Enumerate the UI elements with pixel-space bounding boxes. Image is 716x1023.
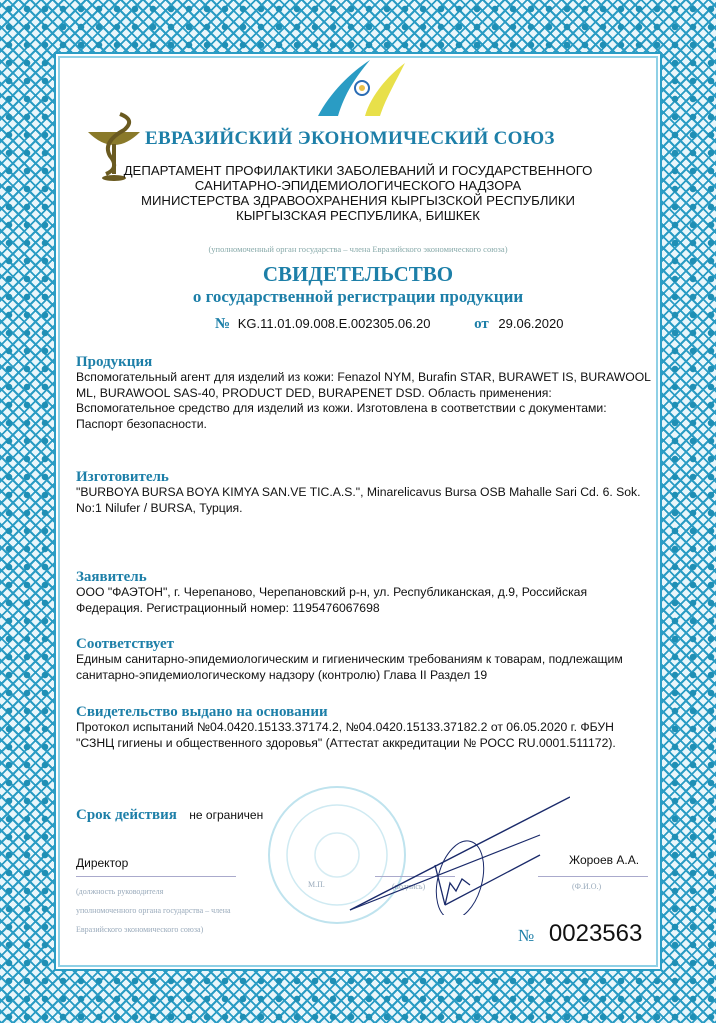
- date-label: от: [474, 316, 489, 332]
- number-sign: №: [215, 316, 231, 332]
- form-number-value: 0023563: [548, 920, 643, 947]
- caption-line: (должность руководителя: [76, 887, 164, 896]
- signature-caption: (подпись): [392, 882, 426, 891]
- signer-position: Директор: [76, 856, 129, 870]
- validity-label: Срок действия: [76, 807, 177, 823]
- caption-line: уполномоченного органа государства – члена: [76, 906, 231, 915]
- position-caption: [76, 882, 231, 939]
- section-text: Протокол испытаний №04.0420.15133.37174.2, №04.0420.15133.37182.2 от 06.05.2020 г. ФБУН "СЗНЦ гигиены и общественного здоровья" (Аттестат аккредитации № РОСС RU.0001.511172).: [76, 720, 616, 750]
- stamp-caption: М.П.: [308, 880, 325, 889]
- section-label: Продукция: [76, 354, 153, 370]
- section-label: Заявитель: [76, 569, 147, 585]
- section-label: Свидетельство выдано на основании: [76, 704, 328, 720]
- section-manufacturer: [76, 470, 654, 516]
- authority-caption: (уполномоченный орган государства – члена Евразийского экономического союза): [208, 244, 508, 254]
- certificate-title: СВИДЕТЕЛЬСТВО: [262, 262, 454, 286]
- section-basis: [76, 705, 654, 751]
- validity-row: [76, 806, 263, 824]
- section-label: Соответствует: [76, 636, 174, 652]
- department-line: ДЕПАРТАМЕНТ ПРОФИЛАКТИКИ ЗАБОЛЕВАНИЙ И ГОСУДАРСТВЕННОГО: [123, 163, 593, 178]
- section-label: Изготовитель: [76, 469, 169, 485]
- section-text: ООО "ФАЭТОН", г. Черепаново, Черепановский р-н, ул. Республиканская, д.9, Российская Федерация. Регистрационный номер: 1195476067698: [76, 585, 588, 615]
- registration-line: [215, 316, 563, 333]
- section-applicant: [76, 570, 654, 616]
- caption-line: Евразийского экономического союза): [76, 925, 204, 934]
- section-conforms: [76, 637, 654, 683]
- department-name: [110, 163, 606, 223]
- department-line: САНИТАРНО-ЭПИДЕМИОЛОГИЧЕСКОГО НАДЗОРА: [194, 178, 522, 193]
- union-title: ЕВРАЗИЙСКИЙ ЭКОНОМИЧЕСКИЙ СОЮЗ: [145, 128, 555, 149]
- section-text: "BURBOYA BURSA BOYA KIMYA SAN.VE TIC.A.S.", Minarelicavus Bursa OSB Mahalle Sari Cd. 6. Sok. No:1 Nilufer / BURSA, Турция.: [76, 485, 641, 515]
- name-caption: (Ф.И.О.): [572, 882, 602, 891]
- section-product: [76, 355, 654, 432]
- section-text: Вспомогательный агент для изделий из кожи: Fenazol NYM, Burafin STAR, BURAWET IS, BURAWOOL ML, BURAWOOL SAS-40, PRODUCT DED, BURAPENET DSD. Область применения: Вспомогательное средство для изделий из кожи. Изготовлена в соответствии с документами: Паспорт безопасности.: [76, 370, 651, 431]
- section-text: Единым санитарно-эпидемиологическим и гигиеническим требованиям к товарам, подлежащим санитарно-эпидемиологическому надзору (контролю) Глава II Раздел 19: [76, 652, 623, 682]
- position-line: [76, 876, 236, 877]
- certificate-subtitle: о государственной регистрации продукции: [192, 287, 524, 306]
- form-number-sign: №: [518, 926, 535, 945]
- registration-date: 29.06.2020: [498, 316, 564, 331]
- registration-number: KG.11.01.09.008.E.002305.06.20: [237, 316, 431, 331]
- validity-value: не ограничен: [189, 808, 264, 822]
- department-line: МИНИСТЕРСТВА ЗДРАВООХРАНЕНИЯ КЫРГЫЗСКОЙ РЕСПУБЛИКИ: [140, 193, 576, 208]
- department-line: КЫРГЫЗСКАЯ РЕСПУБЛИКА, БИШКЕК: [236, 208, 480, 223]
- handwritten-signature-icon: [340, 795, 570, 915]
- eaeu-logo-icon: [310, 58, 410, 118]
- signer-name: Жороев А.А.: [569, 853, 640, 867]
- form-number: [518, 920, 642, 948]
